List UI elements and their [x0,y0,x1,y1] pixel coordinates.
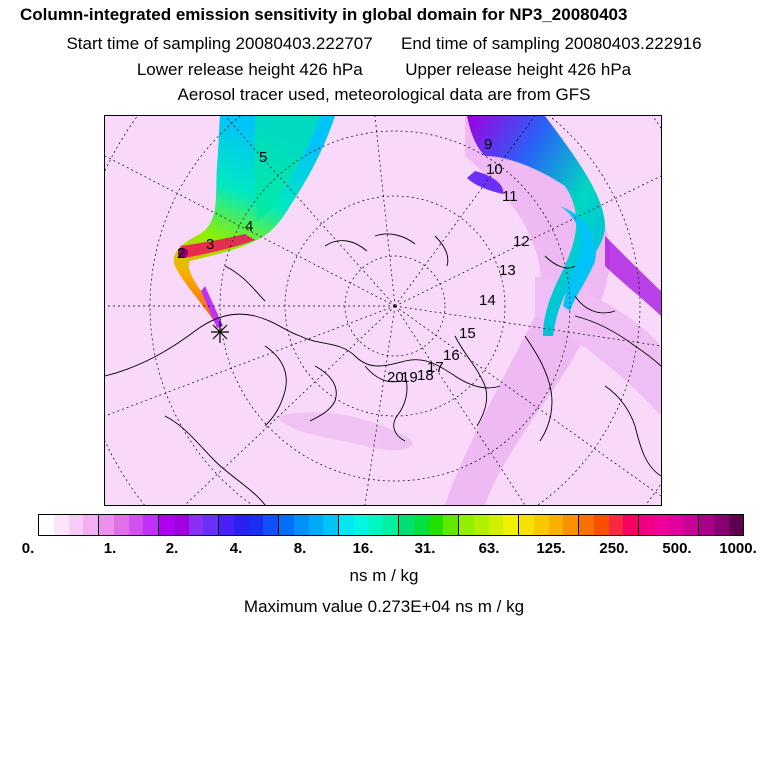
colorbar-tick-label: 2. [165,540,179,557]
colorbar-cell [189,515,204,535]
colorbar-cell [534,515,549,535]
colorbar-cell [309,515,324,535]
colorbar-cell [39,515,54,535]
day-label: 14 [479,292,496,309]
start-time: Start time of sampling 20080403.222707 [66,34,373,53]
colorbar-tick-label: 8. [293,540,307,557]
colorbar-cell [98,515,114,535]
map-canvas [105,116,661,505]
colorbar-cell [594,515,609,535]
unit-label: ns m / kg [349,566,419,585]
colorbar-cell [218,515,234,535]
colorbar-cell [609,515,624,535]
day-label: 11 [502,188,518,205]
colorbar-cell [369,515,384,535]
colorbar-cell [414,515,429,535]
max-value-label: Maximum value 0.273E+04 ns m / kg [243,597,525,616]
colorbar-cell [683,515,698,535]
colorbar-cell [249,515,264,535]
colorbar-tick-label: 125. [536,540,566,557]
colorbar-cell [638,515,654,535]
colorbar-cell [698,515,714,535]
colorbar-cell [714,515,729,535]
colorbar-cell [578,515,594,535]
colorbar-cell [518,515,534,535]
colorbar-cell [114,515,129,535]
colorbar-cell [729,515,744,535]
colorbar-tick-label: 16. [352,540,374,557]
colorbar-cell [503,515,518,535]
colorbar-cell [54,515,69,535]
day-label: 9 [484,136,493,153]
sampling-times [0,34,768,54]
day-label: 19 [401,369,418,386]
colorbar-cell [69,515,84,535]
colorbar-tick-label: 500. [662,540,692,557]
colorbar-tick-label: 0. [21,540,35,557]
colorbar-cell [323,515,338,535]
colorbar-cell [443,515,458,535]
day-label: 17 [427,359,444,376]
day-label: 2 [177,245,186,262]
lower-release-height: Lower release height 426 hPa [136,60,363,79]
plot-title: Column-integrated emission sensitivity in global domain for NP3_20080403 [20,5,628,24]
colorbar-cell [383,515,398,535]
colorbar-tick-label: 31. [414,540,436,557]
day-label: 12 [513,233,530,250]
colorbar-cell [458,515,474,535]
day-label: 3 [206,236,215,253]
day-label: 4 [245,218,254,235]
colorbar-tick-label: 250. [599,540,629,557]
colorbar-tick-label: 1000. [719,540,757,557]
plume-west [174,116,335,328]
colorbar-cell [83,515,98,535]
colorbar-cell [278,515,294,535]
colorbar-cell [654,515,669,535]
colorbar-cell [338,515,354,535]
day-label: 18 [417,367,434,384]
colorbar-cell [354,515,369,535]
low-sensitivity-wisps [275,116,661,505]
colorbar-cell [489,515,504,535]
colorbar-cell [549,515,564,535]
colorbar-cell [398,515,414,535]
colorbar-cell [174,515,189,535]
colorbar-cell [563,515,578,535]
colorbar-tick-label: 4. [229,540,243,557]
day-label: 5 [259,149,268,166]
colorbar-cell [203,515,218,535]
day-label: 13 [499,262,516,279]
colorbar-tick-label: 63. [478,540,500,557]
colorbar-cell [234,515,249,535]
sensitivity-map [104,115,662,506]
day-label: 15 [459,325,476,342]
colorbar-cell [129,515,144,535]
day-label: 20 [387,369,404,386]
colorbar-cell [429,515,444,535]
colorbar-cell [143,515,158,535]
day-label: 10 [486,161,503,178]
colorbar-cell [669,515,684,535]
colorbar-tick-label: 1. [103,540,117,557]
colorbar-cell [263,515,278,535]
release-heights [0,60,768,80]
day-label: 16 [443,347,460,364]
upper-release-height: Upper release height 426 hPa [405,60,632,79]
colorbar-tick-labels [0,540,768,560]
tracer-info: Aerosol tracer used, meteorological data are from GFS [177,85,591,104]
colorbar [38,514,744,536]
colorbar-cell [158,515,174,535]
colorbar-cell [623,515,638,535]
colorbar-cell [474,515,489,535]
colorbar-cell [294,515,309,535]
release-site-marker [211,321,229,343]
end-time: End time of sampling 20080403.222916 [401,34,702,53]
